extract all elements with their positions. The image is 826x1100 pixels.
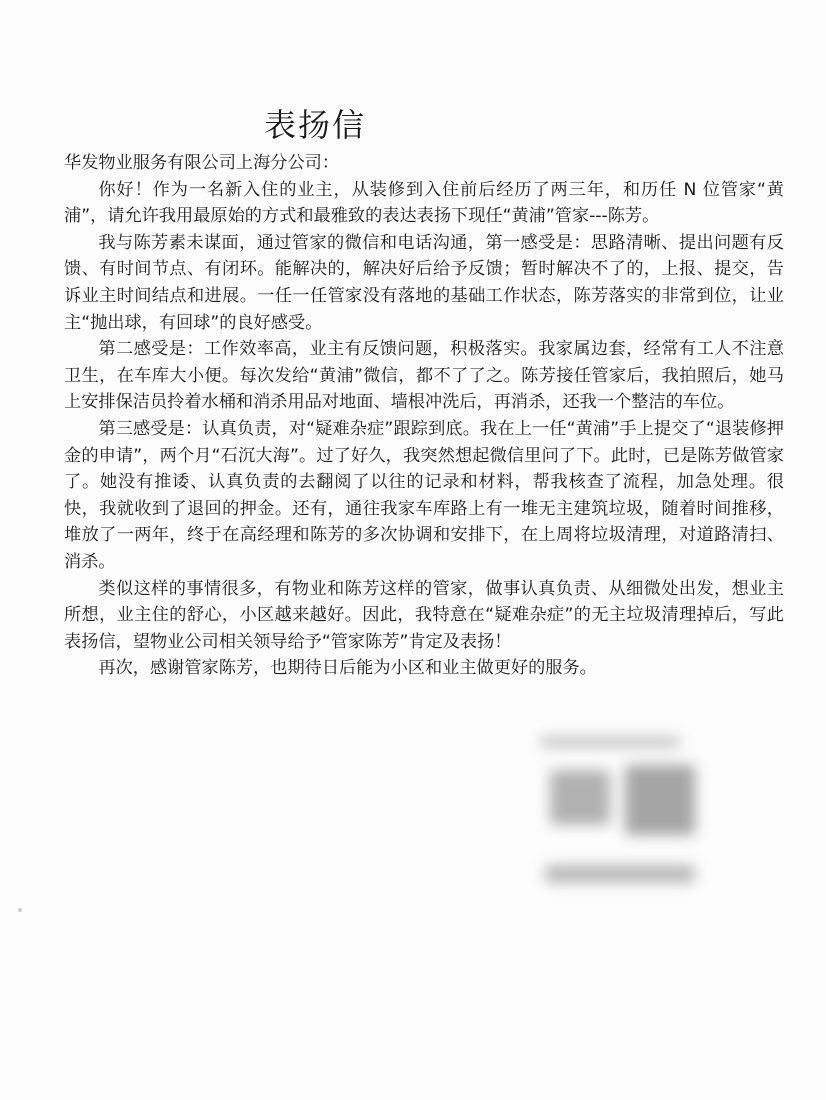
letter-title: 表扬信 xyxy=(263,106,366,144)
letter-paragraph-3: 第二感受是：工作效率高，业主有反馈问题，积极落实。我家属边套，经常有工人不注意卫生，在车库大小便。每次发给“黄浦”微信，都不了了之。陈芳接任管家后，我拍照后，她马上安排保洁员拎着水桶和消杀用品对地面、墙根冲洗后，再消杀，还我一个整洁的车位。 xyxy=(64,339,784,413)
letter-paragraph-4: 第三感受是：认真负责，对“疑难杂症”跟踪到底。我在上一任“黄浦”手上提交了“退装修押金的申请”，两个月“石沉大海”。过了好久，我突然想起微信里问了下。此时，已是陈芳做管家了。她没有推诿、认真负责的去翻阅了以往的记录和材料，帮我核查了流程，加急处理。很快，我就收到了退回的押金。还有，通往我家车库路上有一堆无主建筑垃圾，随着时间推移，堆放了一两年，终于在高经理和陈芳的多次协调和安排下，在上周将垃圾清理，对道路清扫、消杀。 xyxy=(64,418,784,572)
letter-paragraph-5: 类似这样的事情很多，有物业和陈芳这样的管家，做事认真负责、从细微处出发，想业主所想，业主住的舒心，小区越来越好。因此，我特意在“疑难杂症”的无主垃圾清理掉后，写此表扬信，望物业公司相关领导给予“管家陈芳”肯定及表扬！ xyxy=(64,578,784,652)
blurred-signature xyxy=(530,725,710,905)
letter-salutation: 华发物业服务有限公司上海分公司： xyxy=(64,153,340,173)
paper-speck xyxy=(18,908,22,912)
letter-paragraph-1: 你好！作为一名新入住的业主，从装修到入住前后经历了两三年，和历任 N 位管家“黄浦”，请允许我用最原始的方式和最雅致的表达表扬下现任“黄浦”管家---陈芳。 xyxy=(64,179,784,227)
letter-body xyxy=(64,150,784,682)
letter-paragraph-2: 我与陈芳素未谋面，通过管家的微信和电话沟通，第一感受是：思路清晰、提出问题有反馈、有时间节点、有闭环。能解决的，解决好后给予反馈；暂时解决不了的，上报、提交，告诉业主时间结点和进展。一任一任管家没有落地的基础工作状态，陈芳落实的非常到位，让业主“抛出球，有回球”的良好感受。 xyxy=(64,232,784,333)
letter-paragraph-6: 再次，感谢管家陈芳，也期待日后能为小区和业主做更好的服务。 xyxy=(98,658,597,679)
